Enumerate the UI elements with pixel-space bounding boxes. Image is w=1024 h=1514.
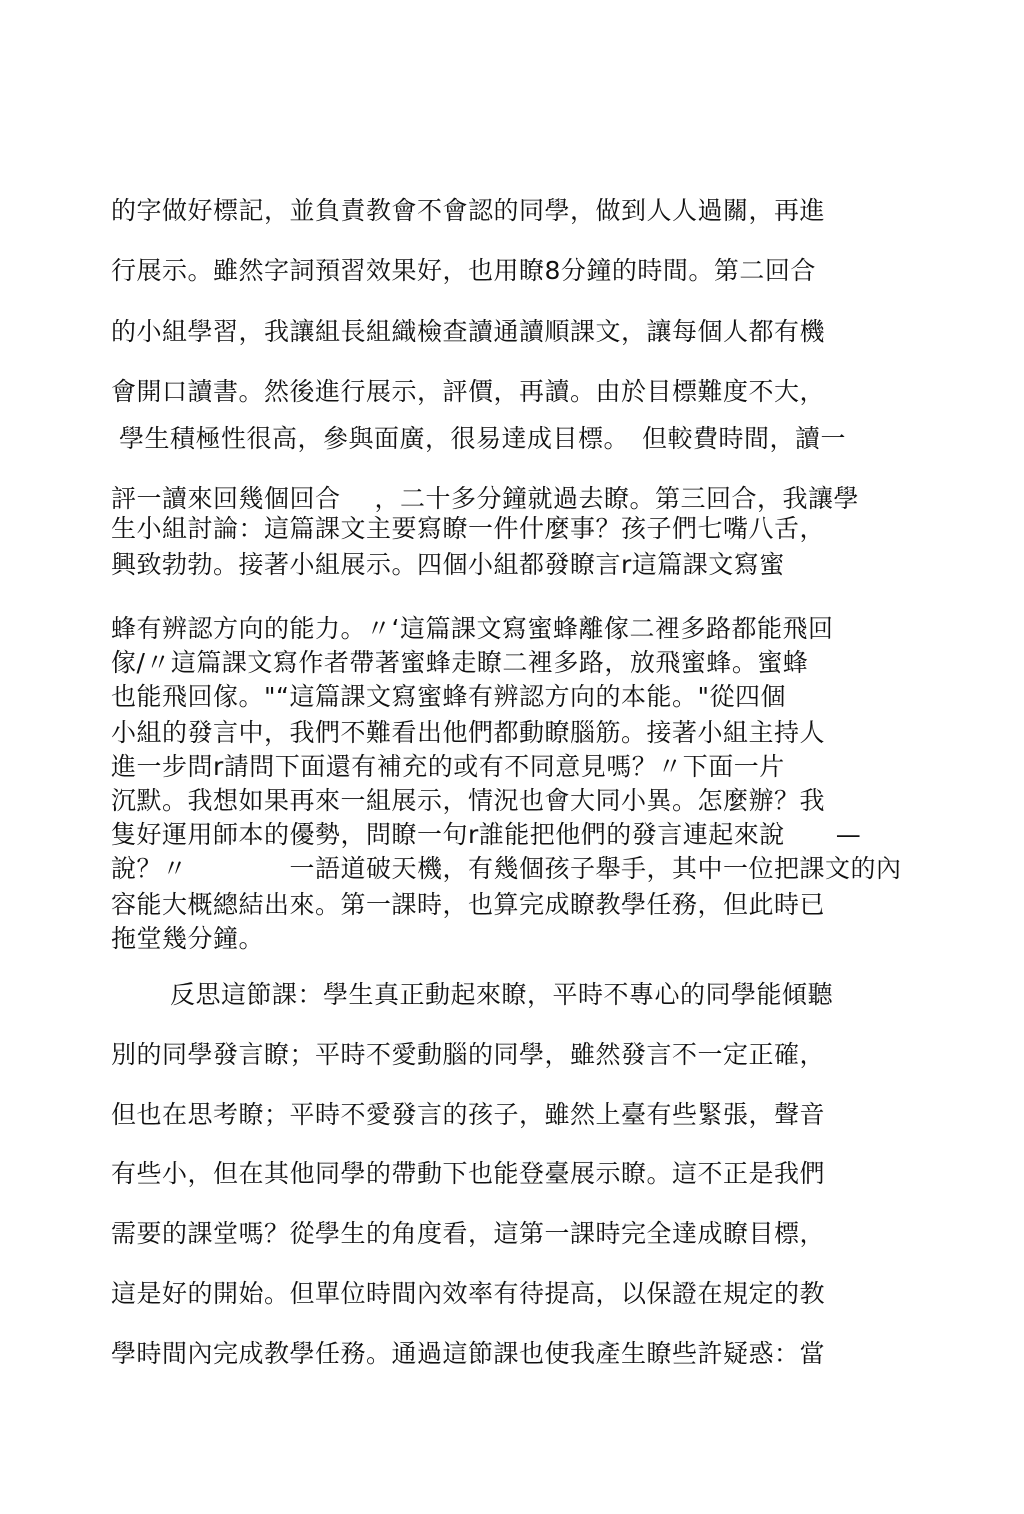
text-line-10: 傢/〃這篇課文寫作者帶著蜜蜂走瞭二裡多路，放飛蜜蜂。蜜蜂	[111, 648, 809, 677]
text-line-17: 容能大概總結出來。第一課時，也算完成瞭教學任務，但此時已	[111, 890, 826, 919]
text-line-13: 進一步問r請問下面還有補充的或有不同意見嗎？〃下面一片	[111, 752, 785, 781]
text-line-24: 這是好的開始。但單位時間內效率有待提高，以保證在規定的教	[111, 1279, 826, 1308]
text-line-5: 學生積極性很高，參與面廣，很易達成目標。 但較費時間，讀一	[119, 424, 847, 453]
text-line-14: 沉默。我想如果再來一組展示，情況也會大同小異。怎麼辦？我	[111, 786, 826, 815]
text-line-4: 會開口讀書。然後進行展示，評價，再讀。由於目標難度不大，	[111, 377, 826, 406]
text-line-1: 的字做好標記，並負責教會不會認的同學，做到人人過關，再進	[111, 196, 826, 225]
text-line-22: 有些小，但在其他同學的帶動下也能登臺展示瞭。這不正是我們	[111, 1159, 826, 1188]
text-line-6: 評一讀來回幾個回合 ，二十多分鐘就過去瞭。第三回合，我讓學	[111, 484, 859, 513]
text-line-25: 學時間內完成教學任務。通過這節課也使我產生瞭些許疑惑：當	[111, 1339, 826, 1368]
text-line-15: 隻好運用師本的優勢，問瞭一句r誰能把他們的發言連起來說 —	[111, 820, 862, 849]
text-line-19: 反思這節課：學生真正動起來瞭，平時不專心的同學能傾聽	[170, 980, 834, 1009]
text-line-20: 別的同學發言瞭；平時不愛動腦的同學，雖然發言不一定正確，	[111, 1040, 826, 1069]
text-line-21: 但也在思考瞭；平時不愛發言的孩子，雖然上臺有些緊張，聲音	[111, 1100, 826, 1129]
text-line-8: 興致勃勃。接著小組展示。四個小組都發瞭言r這篇課文寫蜜	[111, 550, 785, 579]
text-line-12: 小組的發言中，我們不難看出他們都動瞭腦筋。接著小組主持人	[111, 718, 826, 747]
text-line-7: 生小組討論：這篇課文主要寫瞭一件什麼事？孩子們七嘴八舌，	[111, 514, 826, 543]
text-line-16: 說？〃 一語道破天機，有幾個孩子舉手，其中一位把課文的內	[111, 854, 902, 883]
text-line-18: 拖堂幾分鐘。	[111, 924, 265, 953]
text-line-3: 的小組學習，我讓組長組織檢查讀通讀順課文，讓每個人都有機	[111, 317, 826, 346]
text-line-2: 行展示。雖然字詞預習效果好，也用瞭8分鐘的時間。第二回合	[111, 256, 816, 285]
text-line-9: 蜂有辨認方向的能力。〃‘這篇課文寫蜜蜂離傢二裡多路都能飛回	[111, 614, 834, 643]
text-line-11: 也能飛回傢。"“這篇課文寫蜜蜂有辨認方向的本能。"從四個	[111, 682, 786, 711]
text-line-23: 需要的課堂嗎？從學生的角度看，這第一課時完全達成瞭目標，	[111, 1219, 826, 1248]
